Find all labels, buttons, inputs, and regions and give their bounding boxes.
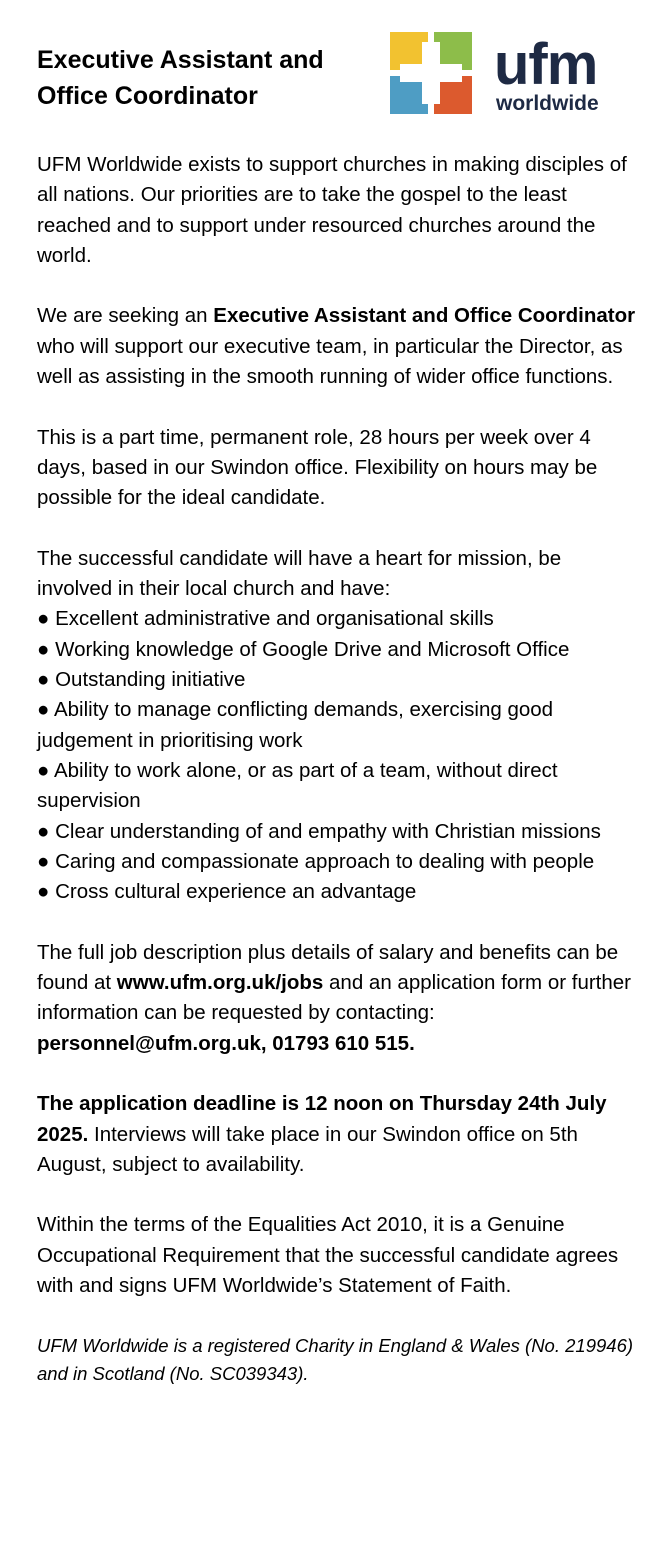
requirement-text: Caring and compassionate approach to dealing with people (55, 849, 595, 873)
seeking-suffix: who will support our executive team, in particular the Director, as well as assisting in the smooth running of wider office functions. (37, 334, 623, 389)
requirement-text: Ability to manage conflicting demands, exercising good judgement in prioritising work (37, 698, 554, 752)
requirement-item (37, 756, 637, 817)
job-advert (37, 0, 637, 1388)
contact-details[interactable]: personnel@ufm.org.uk, 01793 610 515. (37, 1031, 415, 1055)
equalities-paragraph: Within the terms of the Equalities Act 2010, it is a Genuine Occupational Requirement that the successful candidate agrees with and signs UFM Worldwide’s Statement of Faith. (37, 1213, 619, 1297)
deadline-bold: The application deadline is 12 noon on Thursday 24th July 2025. (37, 1092, 607, 1146)
requirement-item (37, 847, 637, 877)
job-title (37, 42, 324, 114)
apply-text-1: The full job description plus details of salary and benefits can be found at (37, 940, 619, 995)
apply-text-2: and an application form or further information can be requested by contacting: (37, 971, 631, 1025)
requirement-text: Clear understanding of and empathy with Christian missions (55, 819, 601, 843)
requirement-item (37, 695, 637, 756)
apply-paragraph (37, 938, 637, 1059)
logo-cross-horizontal (400, 64, 462, 82)
requirements-lead: The successful candidate will have a heart for mission, be involved in their local church and have: (37, 546, 562, 601)
logo-wordmark: ufm (494, 32, 598, 97)
requirements-section (37, 544, 637, 908)
requirement-text: Working knowledge of Google Drive and Microsoft Office (55, 637, 570, 661)
advert-body (37, 150, 637, 1301)
deadline-paragraph (37, 1089, 637, 1180)
requirement-item (37, 604, 637, 634)
bullet-icon: ● (37, 698, 50, 722)
job-title-line-2: Office Coordinator (37, 82, 258, 110)
requirements-list (37, 604, 637, 907)
requirement-text: Outstanding initiative (55, 668, 246, 692)
bullet-icon: ● (37, 758, 50, 782)
seeking-paragraph (37, 301, 637, 392)
ufm-worldwide-logo (390, 32, 625, 114)
seeking-prefix: We are seeking an (37, 304, 214, 328)
cross-quadrant-logo-icon (390, 32, 472, 114)
bullet-icon: ● (37, 880, 50, 904)
bullet-icon: ● (37, 819, 50, 843)
requirement-item (37, 635, 637, 665)
seeking-role: Executive Assistant and Office Coordinator (213, 304, 636, 328)
deadline-rest: Interviews will take place in our Swindon office on 5th August, subject to availability. (37, 1122, 578, 1176)
charity-footnote: UFM Worldwide is a registered Charity in England & Wales (No. 219946) and in Scotland (No. SC039343). (37, 1334, 634, 1384)
requirement-text: Cross cultural experience an advantage (55, 880, 417, 904)
requirement-item (37, 877, 637, 907)
terms-paragraph: This is a part time, permanent role, 28 hours per week over 4 days, based in our Swindon office. Flexibility on hours may be possible for the ideal candidate. (37, 425, 598, 510)
requirement-item (37, 817, 637, 847)
bullet-icon: ● (37, 849, 50, 873)
bullet-icon: ● (37, 668, 50, 692)
jobs-link[interactable]: www.ufm.org.uk/jobs (116, 971, 324, 995)
logo-tagline: worldwide (496, 92, 599, 114)
bullet-icon: ● (37, 607, 50, 631)
requirement-text: Excellent administrative and organisational skills (55, 607, 494, 631)
bullet-icon: ● (37, 637, 50, 661)
job-title-line-1: Executive Assistant and (37, 46, 324, 74)
advert-header (37, 0, 637, 150)
intro-paragraph: UFM Worldwide exists to support churches in making disciples of all nations. Our priorities are to take the gospel to the least reached and to support under resourced churches around the world. (37, 153, 627, 267)
requirement-item (37, 665, 637, 695)
requirement-text: Ability to work alone, or as part of a team, without direct supervision (37, 758, 558, 813)
